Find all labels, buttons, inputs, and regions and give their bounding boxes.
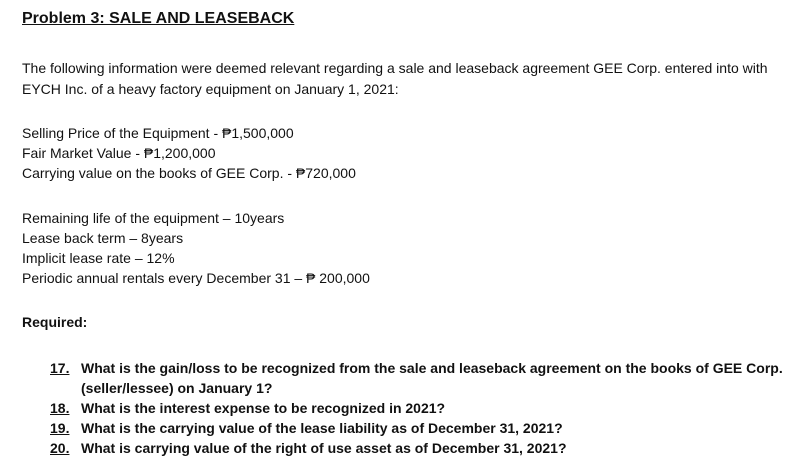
fact-implicit-rate: Implicit lease rate – 12% <box>22 250 175 266</box>
question-number: 18. <box>50 400 70 416</box>
question-item <box>50 358 792 398</box>
question-number: 17. <box>50 360 70 376</box>
question-item <box>50 398 792 418</box>
question-text: What is the carrying value of the lease liability as of December 31, 2021? <box>81 420 563 436</box>
question-number: 19. <box>50 420 70 436</box>
fact-carrying-value: Carrying value on the books of GEE Corp. - ₱720,000 <box>22 165 356 181</box>
intro-paragraph: The following information were deemed relevant regarding a sale and leaseback agreement GEE Corp. entered into with EYCH Inc. of a heavy factory equipment on January 1, 2021: <box>22 60 768 97</box>
question-text: What is the gain/loss to be recognized from the sale and leaseback agreement on the books of GEE Corp. (seller/lessee) on January 1? <box>81 360 783 396</box>
question-number: 20. <box>50 440 70 456</box>
fact-remaining-life: Remaining life of the equipment – 10years <box>22 210 285 226</box>
problem-title: Problem 3: SALE AND LEASEBACK <box>22 10 295 27</box>
fact-lease-term: Lease back term – 8years <box>22 230 184 246</box>
required-heading: Required: <box>22 314 88 330</box>
sale-facts <box>22 123 356 183</box>
fact-annual-rentals: Periodic annual rentals every December 31 – ₱ 200,000 <box>22 270 370 286</box>
lease-facts <box>22 208 370 288</box>
question-item <box>50 438 792 458</box>
question-text: What is the interest expense to be recognized in 2021? <box>81 400 446 416</box>
question-item <box>50 418 792 438</box>
fact-selling-price: Selling Price of the Equipment - ₱1,500,000 <box>22 125 294 141</box>
fact-fair-market-value: Fair Market Value - ₱1,200,000 <box>22 145 216 161</box>
question-text: What is carrying value of the right of use asset as of December 31, 2021? <box>81 440 567 456</box>
question-list <box>50 358 792 458</box>
